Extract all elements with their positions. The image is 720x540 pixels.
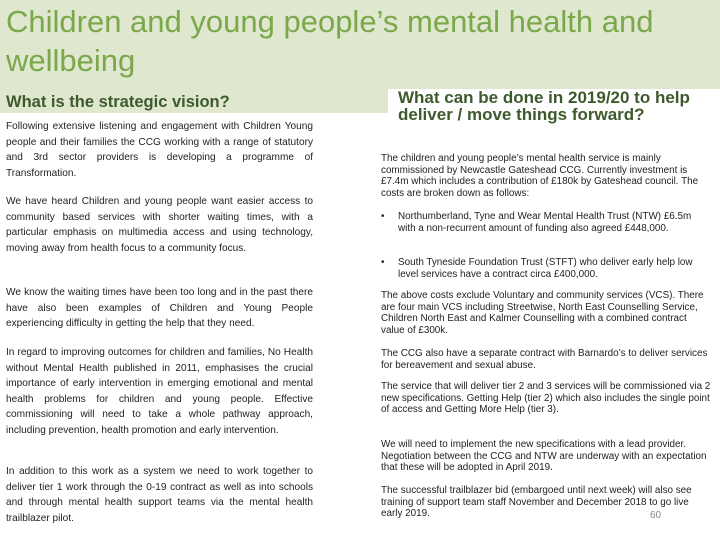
right-paragraph-tiers: The service that will deliver tier 2 and 3 services will be commissioned via 2 new specifications. Getting Help (tier 2) which also includes the single point of access and Getting More Help (tier 3). — [381, 381, 711, 415]
left-paragraph-1: Following extensive listening and engagement with Children Young people and their families the CCG working with a range of statutory and 3rd sector providers is developing a programme of Transformation. — [6, 121, 313, 179]
right-paragraph-vcs: The above costs exclude Voluntary and community services (VCS). There are four main VCS including Streetwise, North East Counselling Service, Children North East and Kalmer Counselling with a combined contract value of £300k. — [381, 290, 704, 336]
right-paragraph-barnardos: The CCG also have a separate contract with Barnardo’s to deliver services for bereavement and sexual abuse. — [381, 348, 708, 371]
action-heading: What can be done in 2019/20 to help deliver / move things forward? — [398, 88, 690, 124]
page-title: Children and young people’s mental health and wellbeing — [6, 4, 654, 78]
left-paragraph-4: In regard to improving outcomes for children and families, No Health without Mental Health published in 2011, emphasises the crucial importance of early intervention in emerging emotional and mental health problems for children and young people. Effective commissioning will need to take a whole pathway approach, including prevention, health promotion and early intervention. — [6, 347, 313, 436]
bullet-text: South Tyneside Foundation Trust (STFT) who deliver early help low level services have a contract circa £400,000. — [398, 257, 693, 280]
right-paragraph-trailblazer: The successful trailblazer bid (embargoed until next week) will also see training of support team staff November and December 2018 to go live early 2019. — [381, 485, 692, 519]
strategic-vision-heading: What is the strategic vision? — [6, 93, 230, 111]
right-paragraph-lead-provider: We will need to implement the new specifications with a lead provider. Negotiation between the CCG and NTW are underway with an expectation that these will be adopted in April 2019. — [381, 439, 707, 473]
left-paragraph-3: We know the waiting times have been too long and in the past there have also been examples of Children and Young People experiencing difficulty in getting the help that they need. — [6, 287, 313, 329]
right-intro: The children and young people’s mental health service is mainly commissioned by Newcastle Gateshead CCG. Currently investment is £7.4m which includes a contribution of £180k by Gateshead council. The costs are broken down as follows: — [381, 153, 699, 199]
bullet-icon: • — [381, 257, 385, 268]
bullet-text: Northumberland, Tyne and Wear Mental Health Trust (NTW) £6.5m with a non-recurrent amount of funding also agreed £448,000. — [398, 211, 692, 234]
left-paragraph-5: In addition to this work as a system we need to work together to deliver tier 1 work through the 0-19 contract as well as into schools and through mental health support teams via the mental health trailblazer pilot. — [6, 466, 313, 524]
page-number: 60 — [650, 510, 662, 521]
bullet-icon: • — [381, 211, 385, 222]
left-paragraph-2: We have heard Children and young people want easier access to community based services with shorter waiting times, with a particular emphasis on multimedia access and using technology, moving away from health focus to a community focus. — [6, 196, 313, 254]
